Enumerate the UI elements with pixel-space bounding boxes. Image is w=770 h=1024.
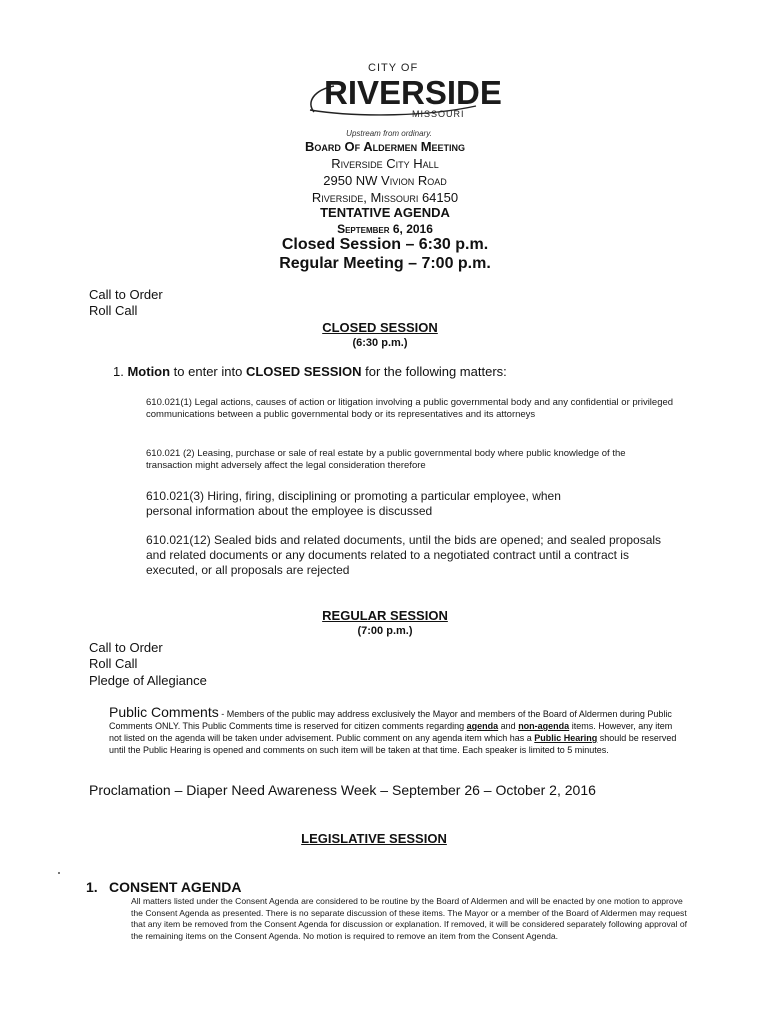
motion-suffix: for the following matters:: [361, 364, 507, 379]
proclamation: Proclamation – Diaper Need Awareness Week – September 26 – October 2, 2016: [89, 782, 596, 798]
public-comments-text-3: items. However, any item not listed on the agenda will be taken under advisement. Public comment on any agenda item which has a: [109, 721, 673, 743]
agenda-link[interactable]: agenda: [466, 721, 499, 731]
legislative-session-heading: LEGISLATIVE SESSION: [301, 831, 447, 846]
motion-item: [113, 364, 507, 379]
closed-item-2: 610.021 (2) Leasing, purchase or sale of real estate by a public governmental body where public knowledge of the transaction might adversely affect the legal consideration therefore: [146, 448, 626, 471]
public-comments-text-1: - Members of the public may address exclusively the Mayor and members of the Board of Aldermen during Public Comments ONLY. This Public Comments time is reserved for citizen comments regarding: [109, 709, 672, 731]
motion-bold: CLOSED SESSION: [245, 364, 362, 379]
public-comments-text-2: and: [498, 721, 519, 731]
closed-item-3: 610.021(3) Hiring, firing, disciplining or promoting a particular employee, when personal information about the employee is discussed: [146, 489, 561, 518]
regular-roll-call: Roll Call: [89, 656, 138, 671]
motion-prefix: Motion: [127, 364, 171, 379]
tagline: Upstream from ordinary.: [346, 129, 432, 138]
public-comments-title: Public Comments: [109, 704, 219, 720]
regular-meeting-time: Regular Meeting – 7:00 p.m.: [279, 255, 491, 272]
consent-agenda-number: 1.: [86, 879, 98, 895]
address: 2950 NW Vivion Road: [323, 173, 447, 188]
closed-session-time: Closed Session – 6:30 p.m.: [281, 236, 489, 253]
closed-session-time-label: (6:30 p.m.): [352, 337, 408, 349]
call-to-order: Call to Order: [89, 287, 163, 302]
closed-session-heading: CLOSED SESSION: [322, 320, 438, 335]
agenda-title: TENTATIVE AGENDA: [320, 205, 450, 220]
roll-call: Roll Call: [89, 303, 138, 318]
pledge-of-allegiance: Pledge of Allegiance: [89, 673, 207, 688]
public-comments: [109, 706, 687, 756]
logo-city-of: CITY OF: [368, 62, 419, 74]
city-logo: [300, 62, 502, 124]
regular-call-to-order: Call to Order: [89, 640, 163, 655]
public-hearing-link[interactable]: Public Hearing: [534, 733, 598, 743]
meeting-date: September 6, 2016: [337, 222, 433, 236]
logo-name: RIVERSIDE: [324, 74, 502, 111]
regular-session-heading: REGULAR SESSION: [322, 608, 448, 623]
motion-number: 1.: [113, 364, 124, 379]
logo-state: MISSOURI: [412, 109, 465, 119]
board-title: Board Of Aldermen Meeting: [304, 139, 466, 154]
closed-item-1: 610.021(1) Legal actions, causes of action or litigation involving a public governmental body and any confidential or privileged communications between a public governmental body or its representatives and its attorneys: [146, 397, 674, 420]
venue: Riverside City Hall: [331, 156, 439, 171]
public-comments-text-4: should be reserved until the Public Hearing is opened and comments on such item will be taken at that time. Each speaker is limited to 5 minutes.: [109, 733, 677, 755]
regular-session-time-label: (7:00 p.m.): [357, 625, 413, 637]
consent-agenda-body: All matters listed under the Consent Agenda are considered to be routine by the Board of Aldermen and will be enacted by one motion to approve the Consent Agenda as presented. There is no separate discussion of these items. The Mayor or a member of the Board of Aldermen may request that any item be removed from the Consent Agenda for discussion or explanation. If removed, it will be considered separately following approval of the remaining items on the Consent Agenda. No motion is required to remove an item from the Consent Agenda.: [131, 896, 688, 941]
city-state: Riverside, Missouri 64150: [311, 190, 459, 205]
closed-item-4: 610.021(12) Sealed bids and related documents, until the bids are opened; and sealed proposals and related documents or any documents related to a negotiated contract until a contract is executed, or all proposals are rejected: [146, 533, 662, 577]
motion-middle: to enter into: [170, 364, 246, 379]
consent-agenda-title: CONSENT AGENDA: [109, 879, 242, 895]
margin-mark: [58, 872, 60, 874]
non-agenda-link[interactable]: non-agenda: [518, 721, 570, 731]
